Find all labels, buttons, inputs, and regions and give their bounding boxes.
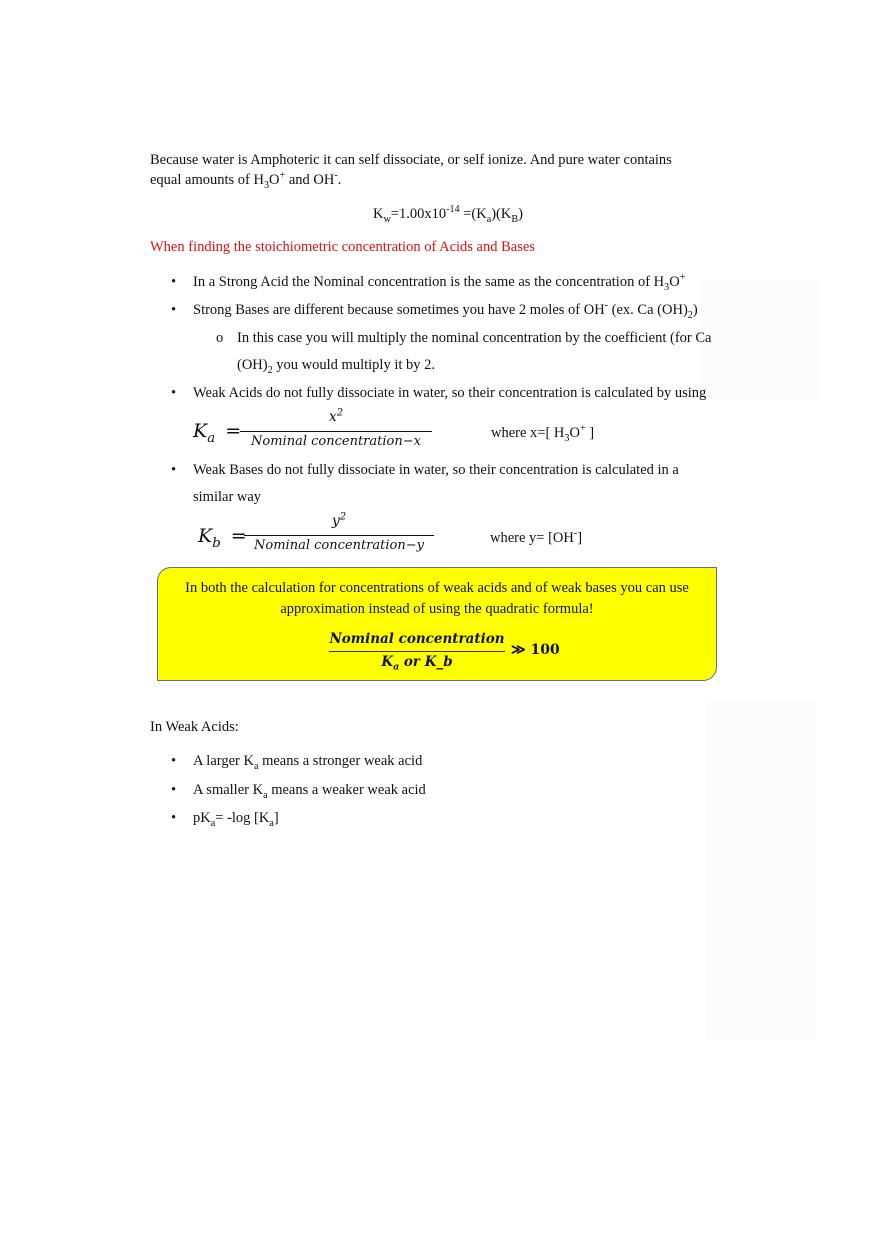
where-text: O <box>569 425 580 441</box>
math-symbol: y <box>331 513 340 529</box>
ka-lhs <box>193 420 242 446</box>
superscript: - <box>573 528 578 540</box>
kw-text: K <box>373 206 384 222</box>
item-text: means a weaker weak acid <box>267 782 426 798</box>
callout-line-1: In both the calculation for concentrations of weak acids and of weak bases you can use <box>185 580 689 596</box>
kb-denominator: Nominal concentration−y <box>254 538 424 553</box>
bullet-weak-base-line-2: similar way <box>193 489 262 505</box>
subscript: a <box>253 760 259 772</box>
subscript: 3 <box>664 281 670 293</box>
where-text: ] <box>585 425 595 441</box>
intro-text: Because water is Amphoteric it can self dissociate, or self ionize. And pure water contains <box>150 152 672 168</box>
section-heading: When finding the stoichiometric concentration of Acids and Bases <box>150 239 535 255</box>
kb-lhs <box>198 525 247 551</box>
math-symbol: K <box>198 525 213 547</box>
math-equals: = <box>230 525 247 547</box>
intro-line-2 <box>150 172 341 189</box>
bullet-marker: • <box>171 810 177 826</box>
math-symbol: K <box>381 654 394 670</box>
ka-where <box>491 425 594 442</box>
sub-bullet-text: you would multiply it by 2. <box>272 357 435 373</box>
weak-acid-item-1 <box>193 753 422 770</box>
kb-numerator <box>244 513 434 529</box>
subscript: w <box>383 213 391 225</box>
superscript: 2 <box>339 511 347 523</box>
math-symbol: or K_b <box>399 654 453 670</box>
bullet-strong-acid <box>193 274 685 291</box>
math-symbol: x <box>328 409 337 425</box>
kb-fraction-bar <box>244 535 434 536</box>
ka-fraction-bar <box>240 431 432 432</box>
item-text: = -log [K <box>215 810 270 826</box>
bullet-marker: • <box>171 782 177 798</box>
superscript: + <box>279 170 286 182</box>
ka-fraction <box>240 409 432 425</box>
subscript: b <box>212 535 221 551</box>
weak-acids-heading: In Weak Acids: <box>150 719 239 735</box>
kw-equation <box>373 206 523 223</box>
subscript: B <box>511 213 519 225</box>
bullet-marker: • <box>171 302 177 318</box>
ka-denominator-wrap <box>240 434 432 449</box>
math-equals: = <box>225 420 242 442</box>
where-text: where x=[ H <box>491 425 565 441</box>
superscript: + <box>679 272 686 284</box>
subscript: a <box>210 817 216 829</box>
subscript: 3 <box>564 432 570 444</box>
bullet-text: Strong Bases are different because sometimes you have 2 moles of OH <box>193 302 605 318</box>
sub-bullet-line-1: In this case you will multiply the nominal concentration by the coefficient (for Ca <box>237 330 712 346</box>
item-text: means a stronger weak acid <box>258 753 423 769</box>
callout-fraction-bar <box>329 651 505 652</box>
where-text: ] <box>577 530 583 546</box>
ka-denominator: Nominal concentration−x <box>251 434 421 449</box>
subscript: a <box>393 661 400 673</box>
kb-denominator-wrap <box>244 538 434 553</box>
math-symbol: K <box>193 420 208 442</box>
item-text: pK <box>193 810 211 826</box>
superscript: - <box>604 300 609 312</box>
background-shade <box>700 280 818 400</box>
item-text: A smaller K <box>193 782 264 798</box>
bullet-marker: • <box>171 753 177 769</box>
bullet-weak-base-line-1: Weak Bases do not fully dissociate in water, so their concentration is calculated in a <box>193 462 679 478</box>
where-text: where y= [OH <box>490 530 574 546</box>
sub-bullet-text: (OH) <box>237 357 268 373</box>
sub-bullet-line-2 <box>237 357 435 374</box>
callout-denominator <box>329 654 505 673</box>
approximation-callout <box>157 567 717 681</box>
weak-acid-item-3 <box>193 810 279 827</box>
sub-bullet-marker: o <box>216 330 224 346</box>
kw-text: =(K <box>459 206 487 222</box>
intro-text: . <box>337 172 342 188</box>
superscript: + <box>579 423 586 435</box>
bullet-marker: • <box>171 274 177 290</box>
subscript: 2 <box>267 364 273 376</box>
subscript: 3 <box>263 179 270 191</box>
bullet-text: (ex. Ca (OH) <box>608 302 688 318</box>
bullet-marker: • <box>171 385 177 401</box>
item-text: ] <box>273 810 279 826</box>
kb-where <box>490 530 582 547</box>
ka-numerator <box>240 409 432 425</box>
bullet-text: ) <box>692 302 698 318</box>
bullet-text: O <box>669 274 680 290</box>
intro-line-1 <box>150 152 672 169</box>
intro-text: and OH <box>285 172 335 188</box>
callout-relation: ≫ 100 <box>511 642 560 658</box>
bullet-strong-base <box>193 302 698 319</box>
background-shade <box>706 700 816 1040</box>
subscript: a <box>269 817 274 829</box>
subscript: a <box>207 430 216 446</box>
intro-text: equal amounts of H <box>150 172 264 188</box>
intro-text: O <box>269 172 280 188</box>
kb-fraction <box>244 513 434 529</box>
superscript: - <box>334 170 338 182</box>
item-text: A larger K <box>193 753 254 769</box>
subscript: a <box>263 789 268 801</box>
bullet-marker: • <box>171 462 177 478</box>
bullet-weak-acid: Weak Acids do not fully dissociate in water, so their concentration is calculated by using <box>193 385 707 401</box>
weak-acid-item-2 <box>193 782 426 799</box>
kw-text: ) <box>518 206 523 222</box>
superscript: 2 <box>336 407 344 419</box>
kw-text: =1.00x10 <box>390 206 447 222</box>
callout-line-2: approximation instead of using the quadratic formula! <box>280 601 594 617</box>
kw-text: )(K <box>491 206 512 222</box>
callout-numerator: Nominal concentration <box>329 631 505 647</box>
subscript: a <box>486 213 492 225</box>
bullet-text: In a Strong Acid the Nominal concentration is the same as the concentration of H <box>193 274 665 290</box>
subscript: 2 <box>687 309 693 321</box>
superscript: -14 <box>446 204 460 216</box>
